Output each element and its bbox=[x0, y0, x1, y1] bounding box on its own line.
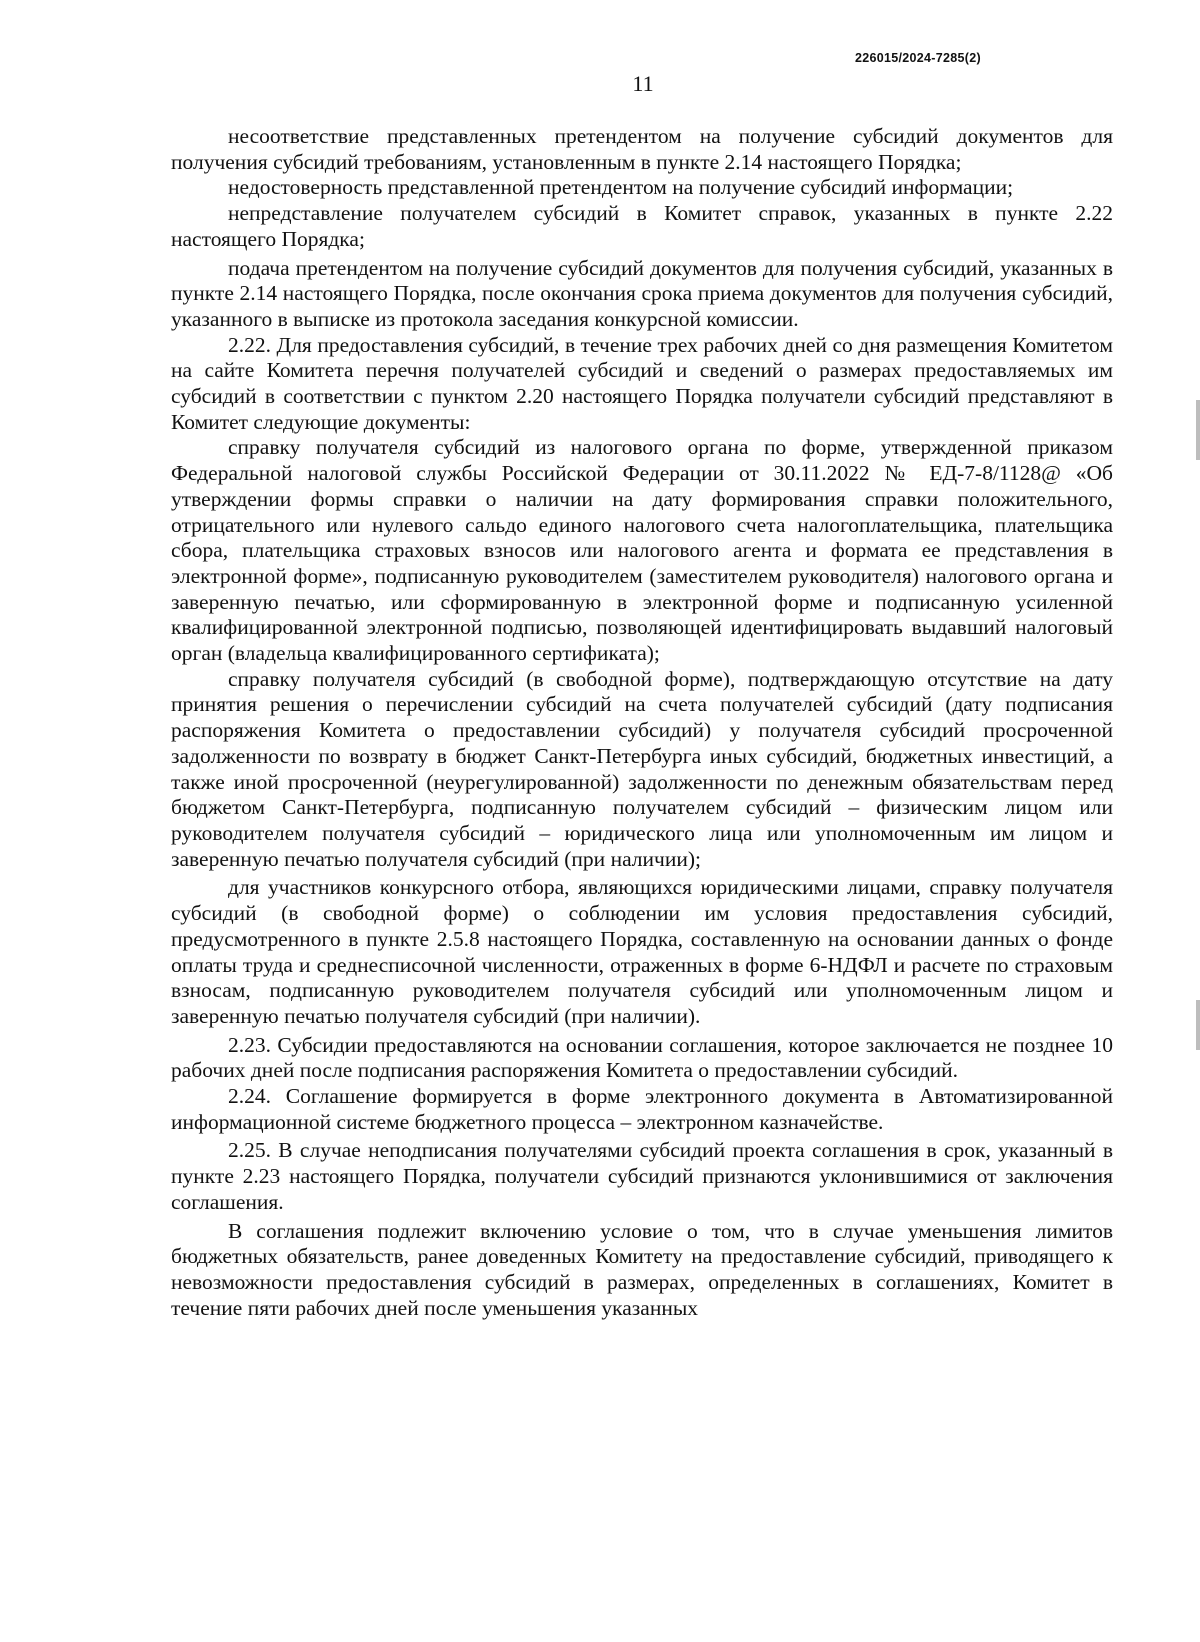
paragraph: непредставление получателем субсидий в Комитет справок, указанных в пункте 2.22 настоящего Порядка; bbox=[171, 201, 1113, 251]
paragraph: В соглашения подлежит включению условие о том, что в случае уменьшения лимитов бюджетных обязательств, ранее доведенных Комитету на предоставление субсидий, приводящего к невозможности предоставления субсидий в размерах, определенных в соглашениях, Комитет в течение пяти рабочих дней после уменьшения указанных bbox=[171, 1218, 1113, 1320]
paragraph: 2.25. В случае неподписания получателями субсидий проекта соглашения в срок, указанный в пункте 2.23 настоящего Порядка, получатели субсидий признаются уклонившимися от заключения соглашения. bbox=[171, 1138, 1113, 1214]
paragraph: несоответствие представленных претендентом на получение субсидий документов для получения субсидий требованиям, установленным в пункте 2.14 настоящего Порядка; bbox=[171, 124, 1113, 174]
paragraph: 2.24. Соглашение формируется в форме электронного документа в Автоматизированной информационной системе бюджетного процесса – электронном казначействе. bbox=[171, 1084, 1113, 1134]
paragraph: 2.23. Субсидии предоставляются на основании соглашения, которое заключается не позднее 10 рабочих дней после подписания распоряжения Комитета о предоставлении субсидий. bbox=[171, 1032, 1113, 1083]
paragraph: подача претендентом на получение субсидий документов для получения субсидий, указанных в пункте 2.14 настоящего Порядка, после окончания срока приема документов для получения субсидий, указанного в выписке из протокола заседания конкурсной комиссии. bbox=[171, 255, 1113, 331]
paragraph: справку получателя субсидий (в свободной форме), подтверждающую отсутствие на дату принятия решения о перечислении субсидий на счета получателей субсидий (дату подписания распоряжения Комитета о предоставлении субсидий) у получателя субсидий просроченной задолженности по возврату в бюджет Санкт-Петербурга иных субсидий, бюджетных инвестиций, а также иной просроченной (неурегулированной) задолженности по денежным обязательствам перед бюджетом Санкт-Петербурга, подписанную получателем субсидий – физическим лицом или руководителем получателя субсидий – юридического лица или уполномоченным им лицом и заверенную печатью получателя субсидий (при наличии); bbox=[171, 666, 1113, 871]
scan-edge-mark bbox=[1196, 1000, 1200, 1050]
document-number: 226015/2024-7285(2) bbox=[855, 51, 981, 65]
scan-edge-mark bbox=[1196, 400, 1200, 460]
page-number: 11 bbox=[632, 71, 654, 96]
paragraph: 2.22. Для предоставления субсидий, в течение трех рабочих дней со дня размещения Комитетом на сайте Комитета перечня получателей субсидий и сведений о размерах предоставляемых им субсидий в соответствии с пунктом 2.20 настоящего Порядка получатели субсидий представляют в Комитет следующие документы: bbox=[171, 332, 1113, 434]
document-body bbox=[171, 124, 1113, 1321]
paragraph: для участников конкурсного отбора, являющихся юридическими лицами, справку получателя субсидий (в свободной форме) о соблюдении им условия предоставления субсидий, предусмотренного в пункте 2.5.8 настоящего Порядка, составленную на основании данных о фонде оплаты труда и среднесписочной численности, отраженных в форме 6-НДФЛ и расчете по страховым взносам, подписанную руководителем получателя субсидий или уполномоченным лицом и заверенную печатью получателя субсидий (при наличии). bbox=[171, 875, 1113, 1028]
paragraph: недостоверность представленной претендентом на получение субсидий информации; bbox=[228, 175, 1014, 200]
paragraph: справку получателя субсидий из налогового органа по форме, утвержденной приказом Федеральной налоговой службы Российской Федерации от 30.11.2022 № ЕД-7-8/1128@ «Об утверждении формы справки о наличии на дату формирования справки положительного, отрицательного или нулевого сальдо единого налогового счета налогоплательщика, плательщика сбора, плательщика страховых взносов или налогового агента и формата ее представления в электронной форме», подписанную руководителем (заместителем руководителя) налогового органа и заверенную печатью, или сформированную в электронной форме и подписанную усиленной квалифицированной электронной подписью, позволяющей идентифицировать выдавший налоговый орган (владельца квалифицированного сертификата); bbox=[171, 435, 1113, 666]
